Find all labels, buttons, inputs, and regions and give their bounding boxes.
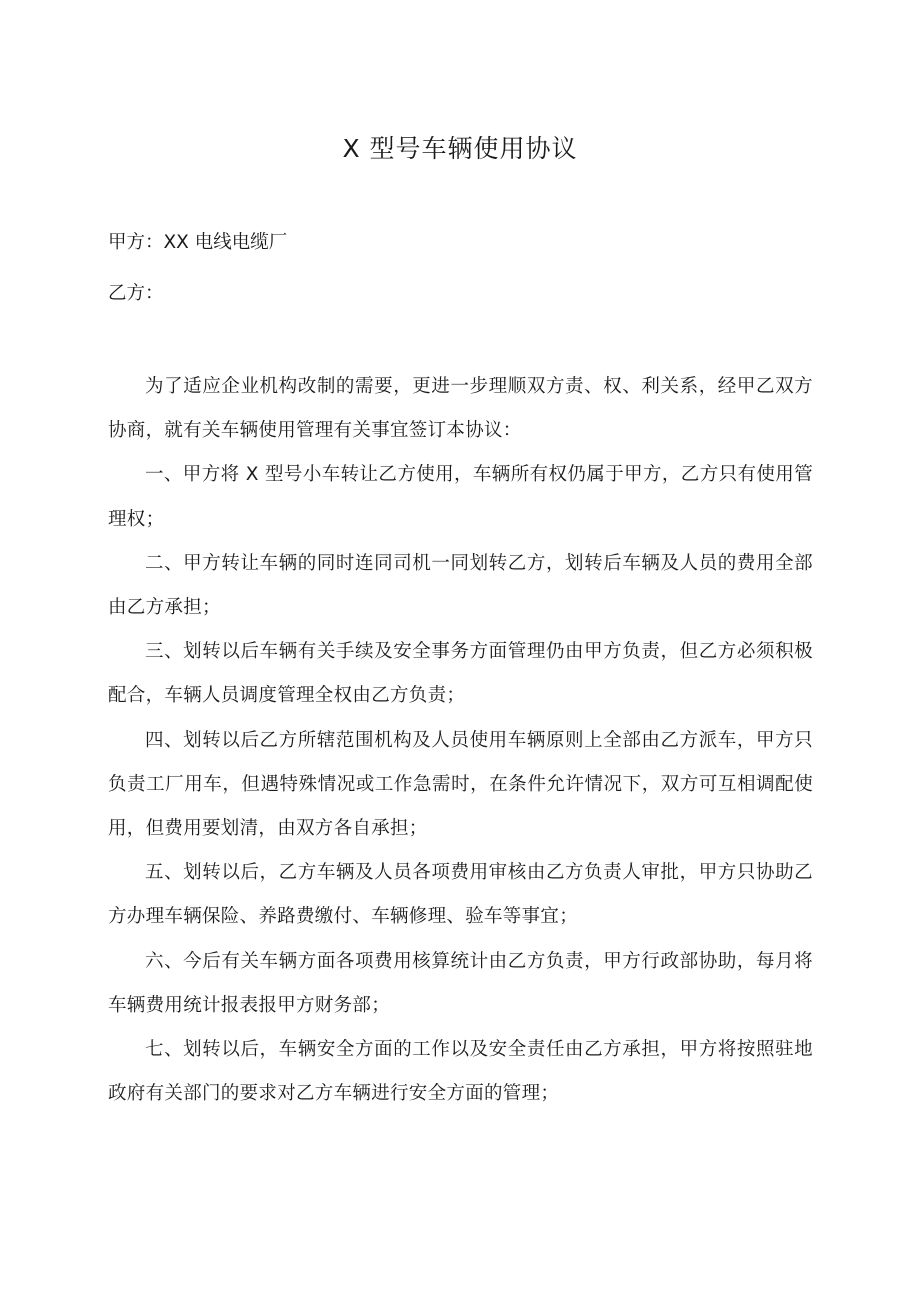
clause-3: 三、划转以后车辆有关手续及安全事务方面管理仍由甲方负责，但乙方必须积极配合，车辆人员调度管理全权由乙方负责； xyxy=(108,641,813,707)
party-a-line: 甲方：XX 电线电缆厂 xyxy=(108,232,288,253)
clause-4: 四、划转以后乙方所辖范围机构及人员使用车辆原则上全部由乙方派车，甲方只负责工厂用车，但遇特殊情况或工作急需时，在条件允许情况下，双方可互相调配使用，但费用要划清，由双方各自承担； xyxy=(108,729,813,840)
clause-1: 一、甲方将 X 型号小车转让乙方使用，车辆所有权仍属于甲方，乙方只有使用管理权； xyxy=(108,464,813,530)
clause-2: 二、甲方转让车辆的同时连同司机一同划转乙方，划转后车辆及人员的费用全部由乙方承担； xyxy=(108,552,813,619)
clause-6: 六、今后有关车辆方面各项费用核算统计由乙方负责，甲方行政部协助，每月将车辆费用统计报表报甲方财务部； xyxy=(108,950,813,1016)
intro-paragraph: 为了适应企业机构改制的需要，更进一步理顺双方责、权、利关系，经甲乙双方协商，就有关车辆使用管理有关事宜签订本协议： xyxy=(108,376,813,442)
document-title: X 型号车辆使用协议 xyxy=(342,134,578,163)
agreement-body xyxy=(108,365,813,1116)
clause-5: 五、划转以后，乙方车辆及人员各项费用审核由乙方负责人审批，甲方只协助乙方办理车辆保险、养路费缴付、车辆修理、验车等事宜； xyxy=(108,862,813,928)
clause-7: 七、划转以后，车辆安全方面的工作以及安全责任由乙方承担，甲方将按照驻地政府有关部门的要求对乙方车辆进行安全方面的管理； xyxy=(108,1039,813,1105)
party-b-line: 乙方： xyxy=(108,283,164,304)
